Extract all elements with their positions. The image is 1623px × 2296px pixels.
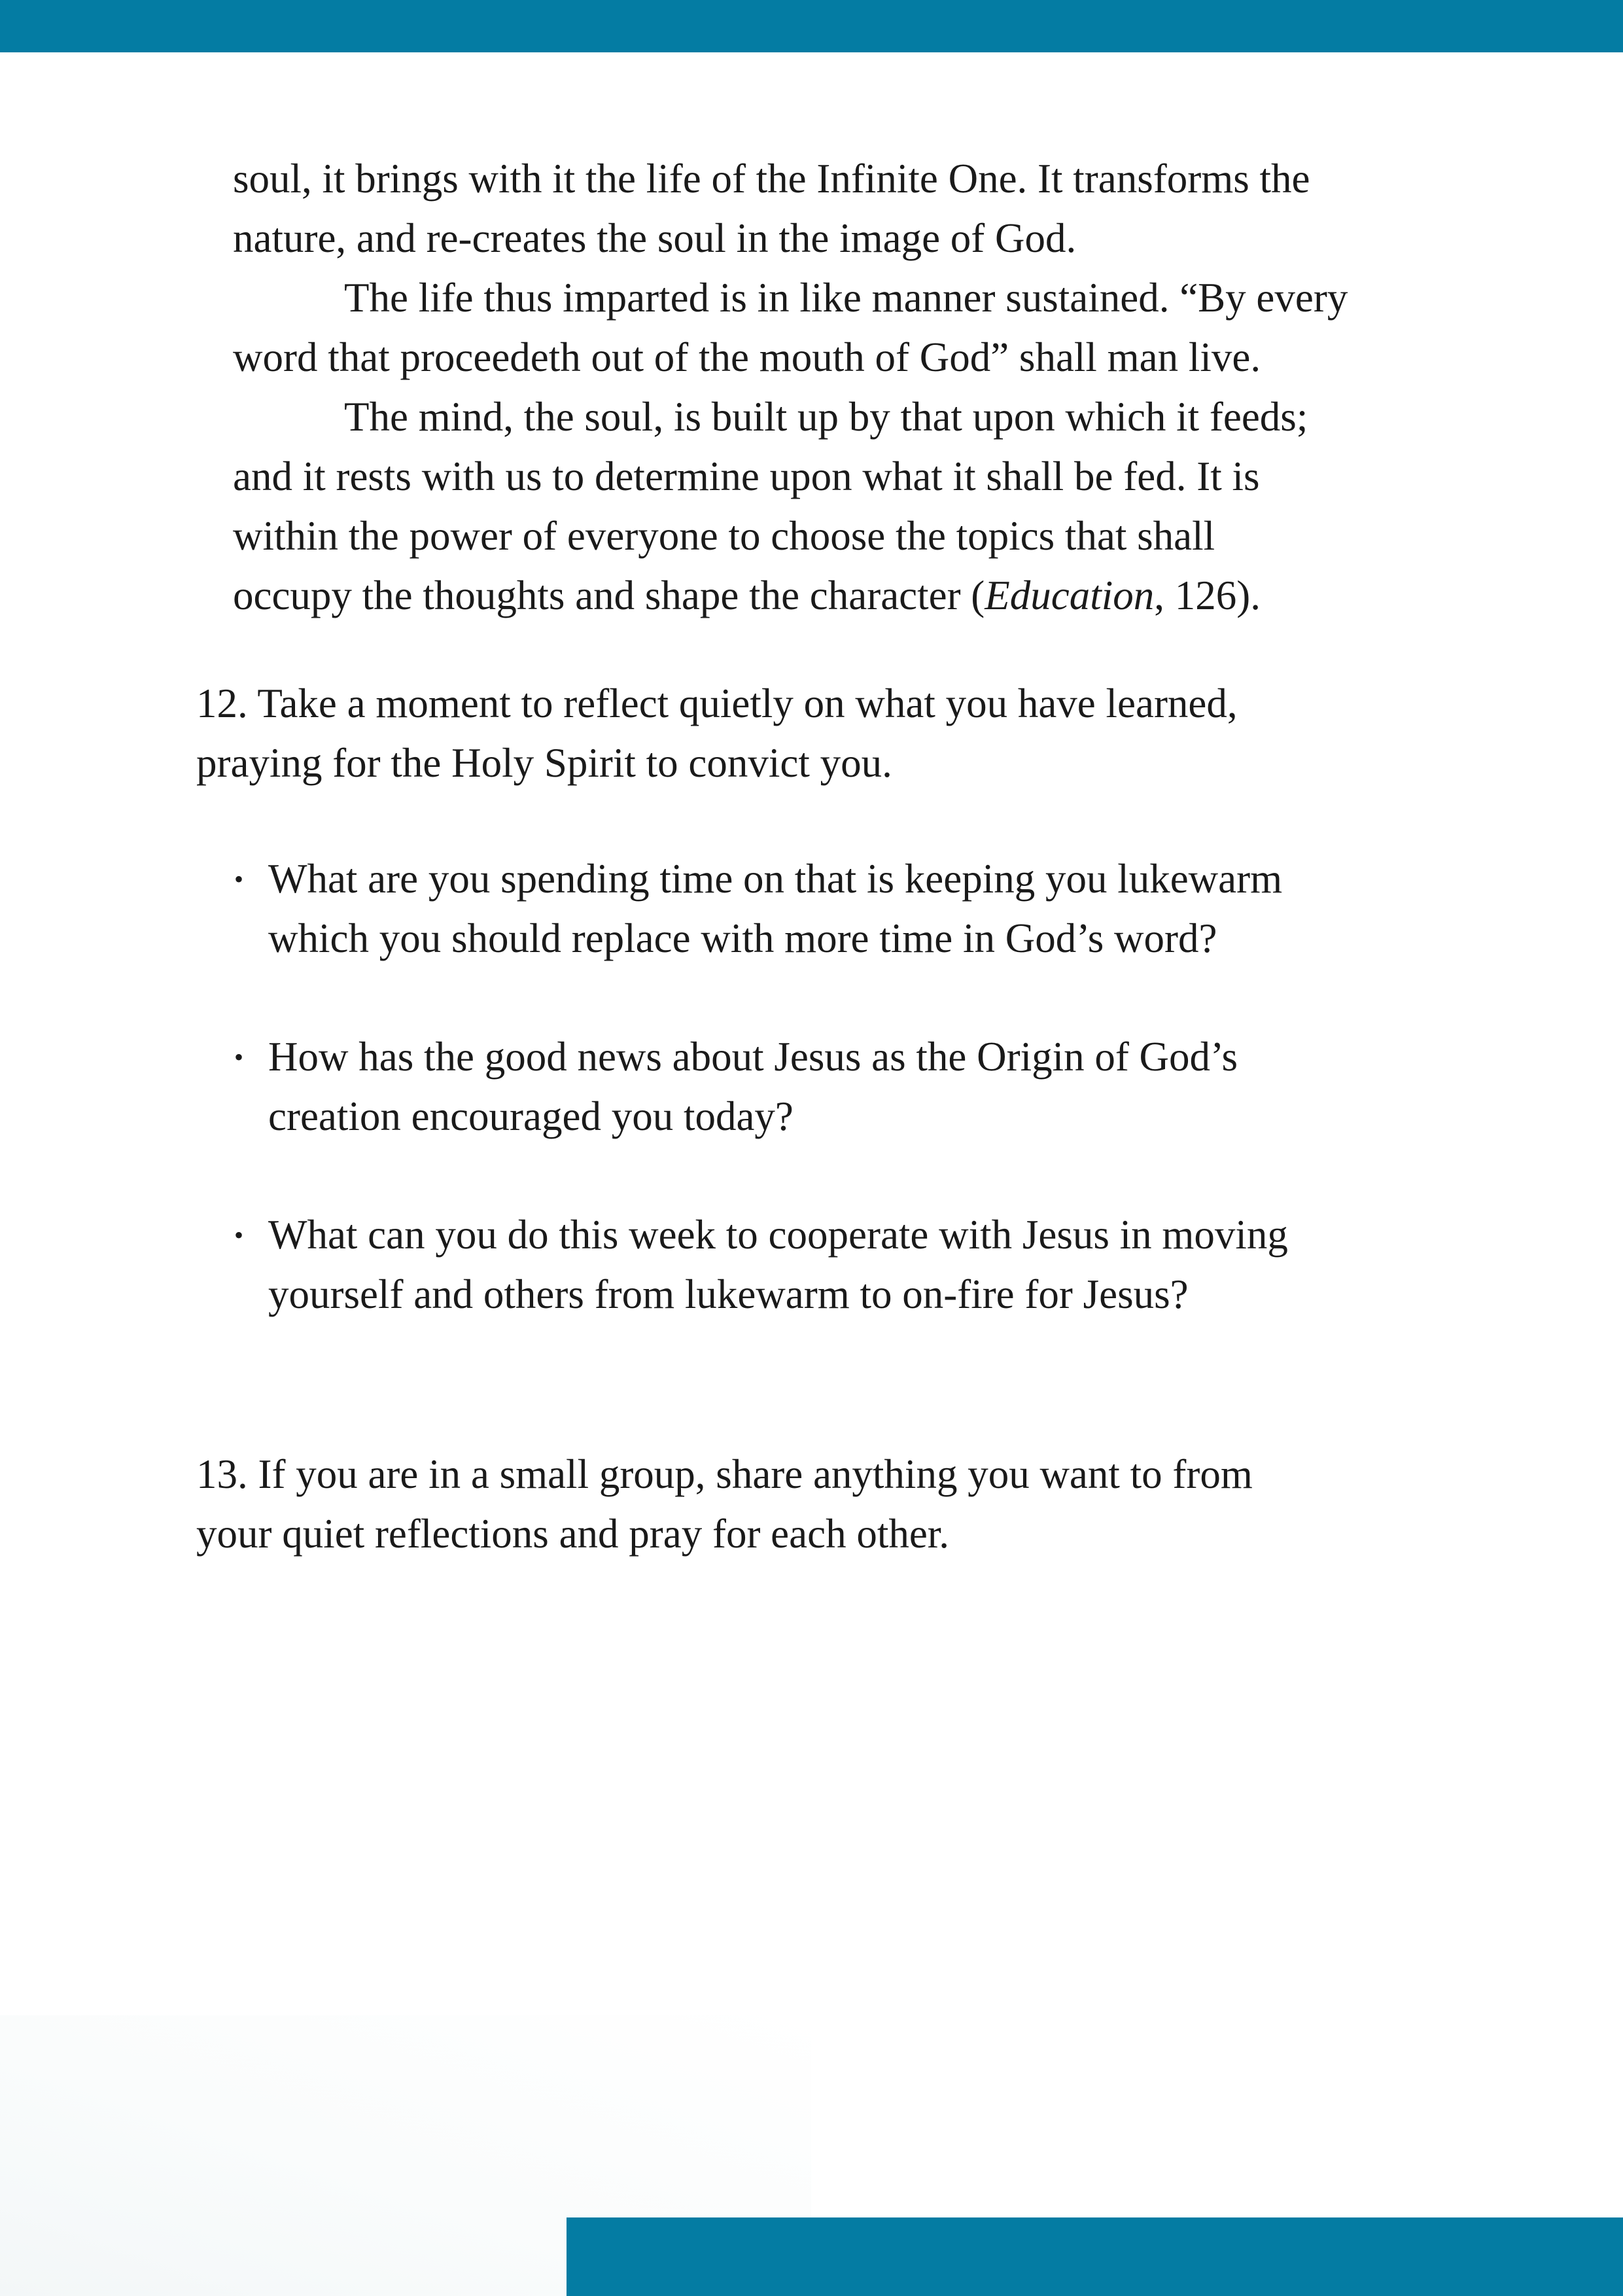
quote-line: word that proceedeth out of the mouth of God” shall man live. xyxy=(233,334,1261,380)
list-item xyxy=(229,1027,1472,1146)
bullet-marker: • xyxy=(234,864,244,894)
bullet-marker: • xyxy=(234,1220,244,1250)
quote-line-citation xyxy=(233,566,1476,626)
quote-line: nature, and re-creates the soul in the image of God. xyxy=(233,215,1077,261)
quoted-passage xyxy=(233,149,1476,626)
citation-book-title: Education xyxy=(985,573,1155,618)
bullet-line: which you should replace with more time in God’s word? xyxy=(268,915,1217,961)
question-line: 12. Take a moment to reflect quietly on what you have learned, xyxy=(196,680,1238,726)
question-line: praying for the Holy Spirit to convict you. xyxy=(196,740,892,786)
question-13 xyxy=(196,1445,1472,1564)
question-line: 13. If you are in a small group, share anything you want to from xyxy=(196,1451,1253,1497)
bullet-line: How has the good news about Jesus as the Origin of God’s xyxy=(268,1034,1238,1080)
question-line: your quiet reflections and pray for each other. xyxy=(196,1511,950,1557)
bullet-line: What can you do this week to cooperate with Jesus in moving xyxy=(268,1212,1288,1258)
quote-line: The mind, the soul, is built up by that upon which it feeds; xyxy=(344,394,1308,440)
quote-line: and it rests with us to determine upon what it shall be fed. It is xyxy=(233,453,1260,499)
header-accent-bar xyxy=(0,0,1623,52)
bullet-marker: • xyxy=(234,1042,244,1072)
footer-accent-bar xyxy=(567,2217,1623,2296)
bullet-line: What are you spending time on that is keeping you lukewarm xyxy=(268,856,1283,902)
quote-line: soul, it brings with it the life of the Infinite One. It transforms the xyxy=(233,156,1310,202)
bullet-line: creation encouraged you today? xyxy=(268,1093,794,1139)
bullet-line: yourself and others from lukewarm to on-fire for Jesus? xyxy=(268,1271,1189,1317)
quote-line: within the power of everyone to choose the topics that shall xyxy=(233,513,1215,559)
quote-line: The life thus imparted is in like manner sustained. “By every xyxy=(344,275,1348,321)
reflection-bullet-list xyxy=(229,849,1472,1383)
question-12 xyxy=(196,674,1472,793)
list-item xyxy=(229,849,1472,968)
citation-suffix: , 126). xyxy=(1154,573,1261,618)
citation-prefix: occupy the thoughts and shape the character ( xyxy=(233,573,985,618)
list-item xyxy=(229,1205,1472,1324)
